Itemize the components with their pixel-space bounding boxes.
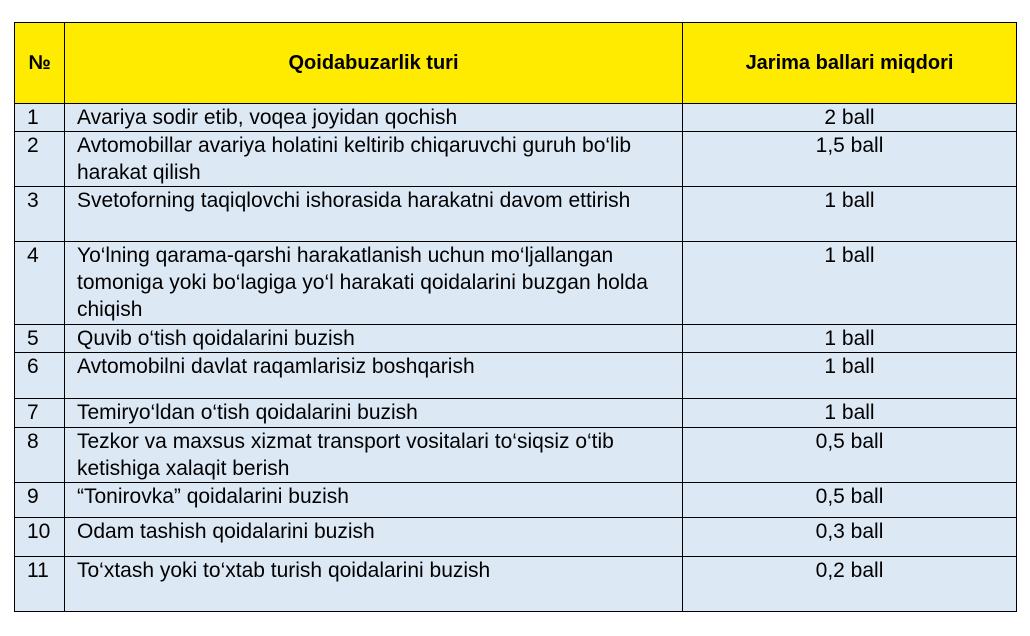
table-row: [15, 399, 1017, 428]
table-row: [15, 104, 1017, 132]
table-row: [15, 242, 1017, 325]
row-violation: Avtomobillar avariya holatini keltirib chiqaruvchi guruh bo‘lib harakat qilish: [65, 132, 683, 187]
row-violation: Avtomobilni davlat raqamlarisiz boshqarish: [65, 353, 683, 399]
row-violation: To‘xtash yoki to‘xtab turish qoidalarini buzish: [65, 557, 683, 612]
penalty-points-table: [14, 22, 1017, 612]
header-violation-type: Qoidabuzarlik turi: [65, 23, 683, 104]
row-number: 11: [15, 557, 65, 612]
row-number: 1: [15, 104, 65, 132]
row-points: 1 ball: [683, 187, 1017, 242]
table-row: [15, 428, 1017, 483]
row-violation: Svetoforning taqiqlovchi ishorasida harakatni davom ettirish: [65, 187, 683, 242]
row-points: 1 ball: [683, 242, 1017, 325]
table-row: [15, 353, 1017, 399]
table-row: [15, 132, 1017, 187]
row-violation: Quvib o‘tish qoidalarini buzish: [65, 325, 683, 353]
row-violation: Yo‘lning qarama-qarshi harakatlanish uchun mo‘ljallangan tomoniga yoki bo‘lagiga yo‘l harakati qoidalarini buzgan holda chiqish: [65, 242, 683, 325]
row-points: 0,5 ball: [683, 428, 1017, 483]
header-number: №: [15, 23, 65, 104]
row-points: 1 ball: [683, 399, 1017, 428]
table-row: [15, 518, 1017, 557]
row-violation: Avariya sodir etib, voqea joyidan qochish: [65, 104, 683, 132]
row-number: 10: [15, 518, 65, 557]
row-number: 6: [15, 353, 65, 399]
row-number: 8: [15, 428, 65, 483]
row-violation: Tezkor va maxsus xizmat transport vositalari to‘siqsiz o‘tib ketishiga xalaqit berish: [65, 428, 683, 483]
row-points: 0,3 ball: [683, 518, 1017, 557]
table-row: [15, 187, 1017, 242]
header-penalty-points: Jarima ballari miqdori: [683, 23, 1017, 104]
row-violation: Temiryo‘ldan o‘tish qoidalarini buzish: [65, 399, 683, 428]
row-number: 5: [15, 325, 65, 353]
table-row: [15, 325, 1017, 353]
row-points: 1 ball: [683, 353, 1017, 399]
row-violation: Odam tashish qoidalarini buzish: [65, 518, 683, 557]
row-violation: “Tonirovka” qoidalarini buzish: [65, 483, 683, 518]
row-points: 0,5 ball: [683, 483, 1017, 518]
row-points: 1 ball: [683, 325, 1017, 353]
row-number: 9: [15, 483, 65, 518]
table-row: [15, 557, 1017, 612]
row-number: 2: [15, 132, 65, 187]
row-number: 3: [15, 187, 65, 242]
row-points: 0,2 ball: [683, 557, 1017, 612]
row-number: 4: [15, 242, 65, 325]
row-points: 1,5 ball: [683, 132, 1017, 187]
table-header-row: [15, 23, 1017, 104]
row-points: 2 ball: [683, 104, 1017, 132]
table-row: [15, 483, 1017, 518]
row-number: 7: [15, 399, 65, 428]
